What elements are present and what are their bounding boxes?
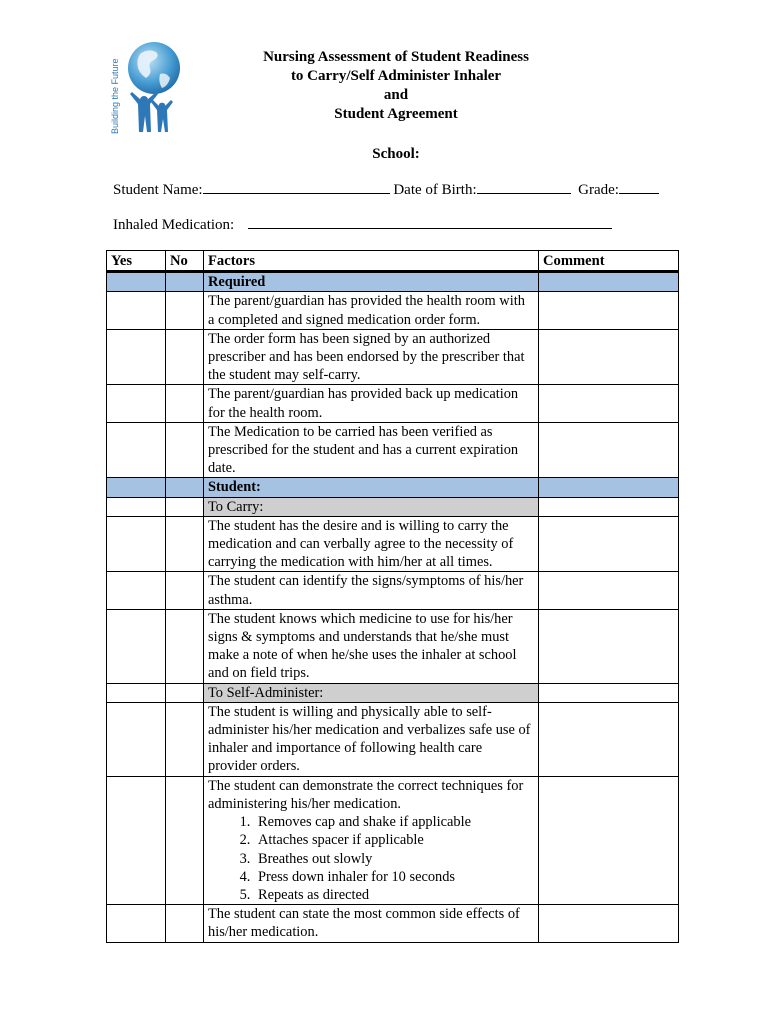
factors-column-header: Factors xyxy=(204,251,539,272)
section-label-required: Required xyxy=(204,272,539,292)
comment-cell[interactable] xyxy=(539,422,679,478)
school-label: School: xyxy=(372,146,420,162)
comment-cell[interactable] xyxy=(539,905,679,942)
list-item: 1. Removes cap and shake if applicable xyxy=(254,813,534,831)
grade-label: Grade: xyxy=(578,182,619,198)
no-cell[interactable] xyxy=(166,776,204,904)
list-item: 3. Breathes out slowly xyxy=(254,850,534,868)
title-line-3: and xyxy=(383,87,409,103)
no-cell[interactable] xyxy=(166,683,204,702)
table-header-row xyxy=(107,251,679,272)
comment-cell[interactable] xyxy=(539,329,679,385)
yes-cell[interactable] xyxy=(107,905,166,942)
inhaled-medication-field[interactable] xyxy=(248,215,612,229)
factor-text: The student knows which medicine to use for his/her signs & symptoms and understands that he/she must make a note of when he/she uses the inhaler at school and on field trips. xyxy=(204,609,539,683)
comment-cell[interactable] xyxy=(539,272,679,292)
yes-cell[interactable] xyxy=(107,422,166,478)
yes-cell[interactable] xyxy=(107,272,166,292)
student-info-line xyxy=(113,180,659,199)
yes-cell[interactable] xyxy=(107,385,166,422)
medication-info-line xyxy=(113,215,612,234)
comment-cell[interactable] xyxy=(539,497,679,516)
student-name-label: Student Name: xyxy=(113,182,203,198)
subsection-row-to-self-administer xyxy=(107,683,679,702)
factor-text: The student has the desire and is willing to carry the medication and can verbally agree to the necessity of carrying the medication with him/her at all times. xyxy=(204,516,539,572)
table-row xyxy=(107,292,679,329)
section-label-student: Student: xyxy=(204,478,539,497)
yes-cell[interactable] xyxy=(107,572,166,609)
subsection-row-to-carry xyxy=(107,497,679,516)
comment-column-header: Comment xyxy=(539,251,679,272)
no-column-header: No xyxy=(166,251,204,272)
no-cell[interactable] xyxy=(166,572,204,609)
yes-cell[interactable] xyxy=(107,478,166,497)
yes-cell[interactable] xyxy=(107,329,166,385)
table-row xyxy=(107,905,679,942)
factor-text: The student can state the most common side effects of his/her medication. xyxy=(204,905,539,942)
table-row xyxy=(107,609,679,683)
yes-column-header: Yes xyxy=(107,251,166,272)
list-item: 5. Repeats as directed xyxy=(254,886,534,904)
yes-cell[interactable] xyxy=(107,609,166,683)
factor-cell-with-steps xyxy=(204,776,539,904)
factor-text: The parent/guardian has provided the health room with a completed and signed medication order form. xyxy=(204,292,539,329)
yes-cell[interactable] xyxy=(107,497,166,516)
factor-text: The order form has been signed by an authorized prescriber and has been endorsed by the prescriber that the student may self-carry. xyxy=(204,329,539,385)
comment-cell[interactable] xyxy=(539,609,679,683)
yes-cell[interactable] xyxy=(107,702,166,776)
factor-text: The parent/guardian has provided back up medication for the health room. xyxy=(204,385,539,422)
table-row xyxy=(107,776,679,904)
title-line-1: Nursing Assessment of Student Readiness xyxy=(263,49,529,65)
grade-field[interactable] xyxy=(619,180,659,194)
table-row xyxy=(107,422,679,478)
section-row-required xyxy=(107,272,679,292)
assessment-table xyxy=(106,250,679,943)
factor-text: The student is willing and physically able to self-administer his/her medication and verbalizes safe use of inhaler and importance of following health care provider orders. xyxy=(204,702,539,776)
title-line-4: Student Agreement xyxy=(334,106,458,122)
yes-cell[interactable] xyxy=(107,683,166,702)
table-row xyxy=(107,516,679,572)
no-cell[interactable] xyxy=(166,497,204,516)
comment-cell[interactable] xyxy=(539,776,679,904)
document-title xyxy=(196,48,596,124)
list-item: 2. Attaches spacer if applicable xyxy=(254,831,534,849)
table-row xyxy=(107,572,679,609)
table-row xyxy=(107,385,679,422)
no-cell[interactable] xyxy=(166,329,204,385)
date-of-birth-field[interactable] xyxy=(477,180,571,194)
no-cell[interactable] xyxy=(166,905,204,942)
yes-cell[interactable] xyxy=(107,292,166,329)
subsection-label-to-self-administer: To Self-Administer: xyxy=(204,683,539,702)
no-cell[interactable] xyxy=(166,478,204,497)
inhaled-medication-label: Inhaled Medication: xyxy=(113,217,235,233)
factor-text: The Medication to be carried has been verified as prescribed for the student and has a current expiration date. xyxy=(204,422,539,478)
comment-cell[interactable] xyxy=(539,702,679,776)
no-cell[interactable] xyxy=(166,385,204,422)
no-cell[interactable] xyxy=(166,272,204,292)
date-of-birth-label: Date of Birth: xyxy=(393,182,477,198)
title-line-2: to Carry/Self Administer Inhaler xyxy=(290,68,502,84)
yes-cell[interactable] xyxy=(107,776,166,904)
yes-cell[interactable] xyxy=(107,516,166,572)
technique-steps-list xyxy=(208,813,534,904)
comment-cell[interactable] xyxy=(539,292,679,329)
subsection-label-to-carry: To Carry: xyxy=(204,497,539,516)
factor-text: The student can demonstrate the correct techniques for administering his/her medication. xyxy=(208,777,524,812)
no-cell[interactable] xyxy=(166,516,204,572)
comment-cell[interactable] xyxy=(539,683,679,702)
list-item: 4. Press down inhaler for 10 seconds xyxy=(254,868,534,886)
logo xyxy=(110,38,186,138)
svg-text:Building the Future: Building the Future xyxy=(110,58,120,134)
student-name-field[interactable] xyxy=(203,180,390,194)
factor-text: The student can identify the signs/symptoms of his/her asthma. xyxy=(204,572,539,609)
comment-cell[interactable] xyxy=(539,572,679,609)
no-cell[interactable] xyxy=(166,702,204,776)
no-cell[interactable] xyxy=(166,609,204,683)
comment-cell[interactable] xyxy=(539,516,679,572)
table-row xyxy=(107,329,679,385)
section-row-student xyxy=(107,478,679,497)
comment-cell[interactable] xyxy=(539,478,679,497)
no-cell[interactable] xyxy=(166,422,204,478)
comment-cell[interactable] xyxy=(539,385,679,422)
table-row xyxy=(107,702,679,776)
no-cell[interactable] xyxy=(166,292,204,329)
globe-people-logo-icon xyxy=(110,38,186,138)
